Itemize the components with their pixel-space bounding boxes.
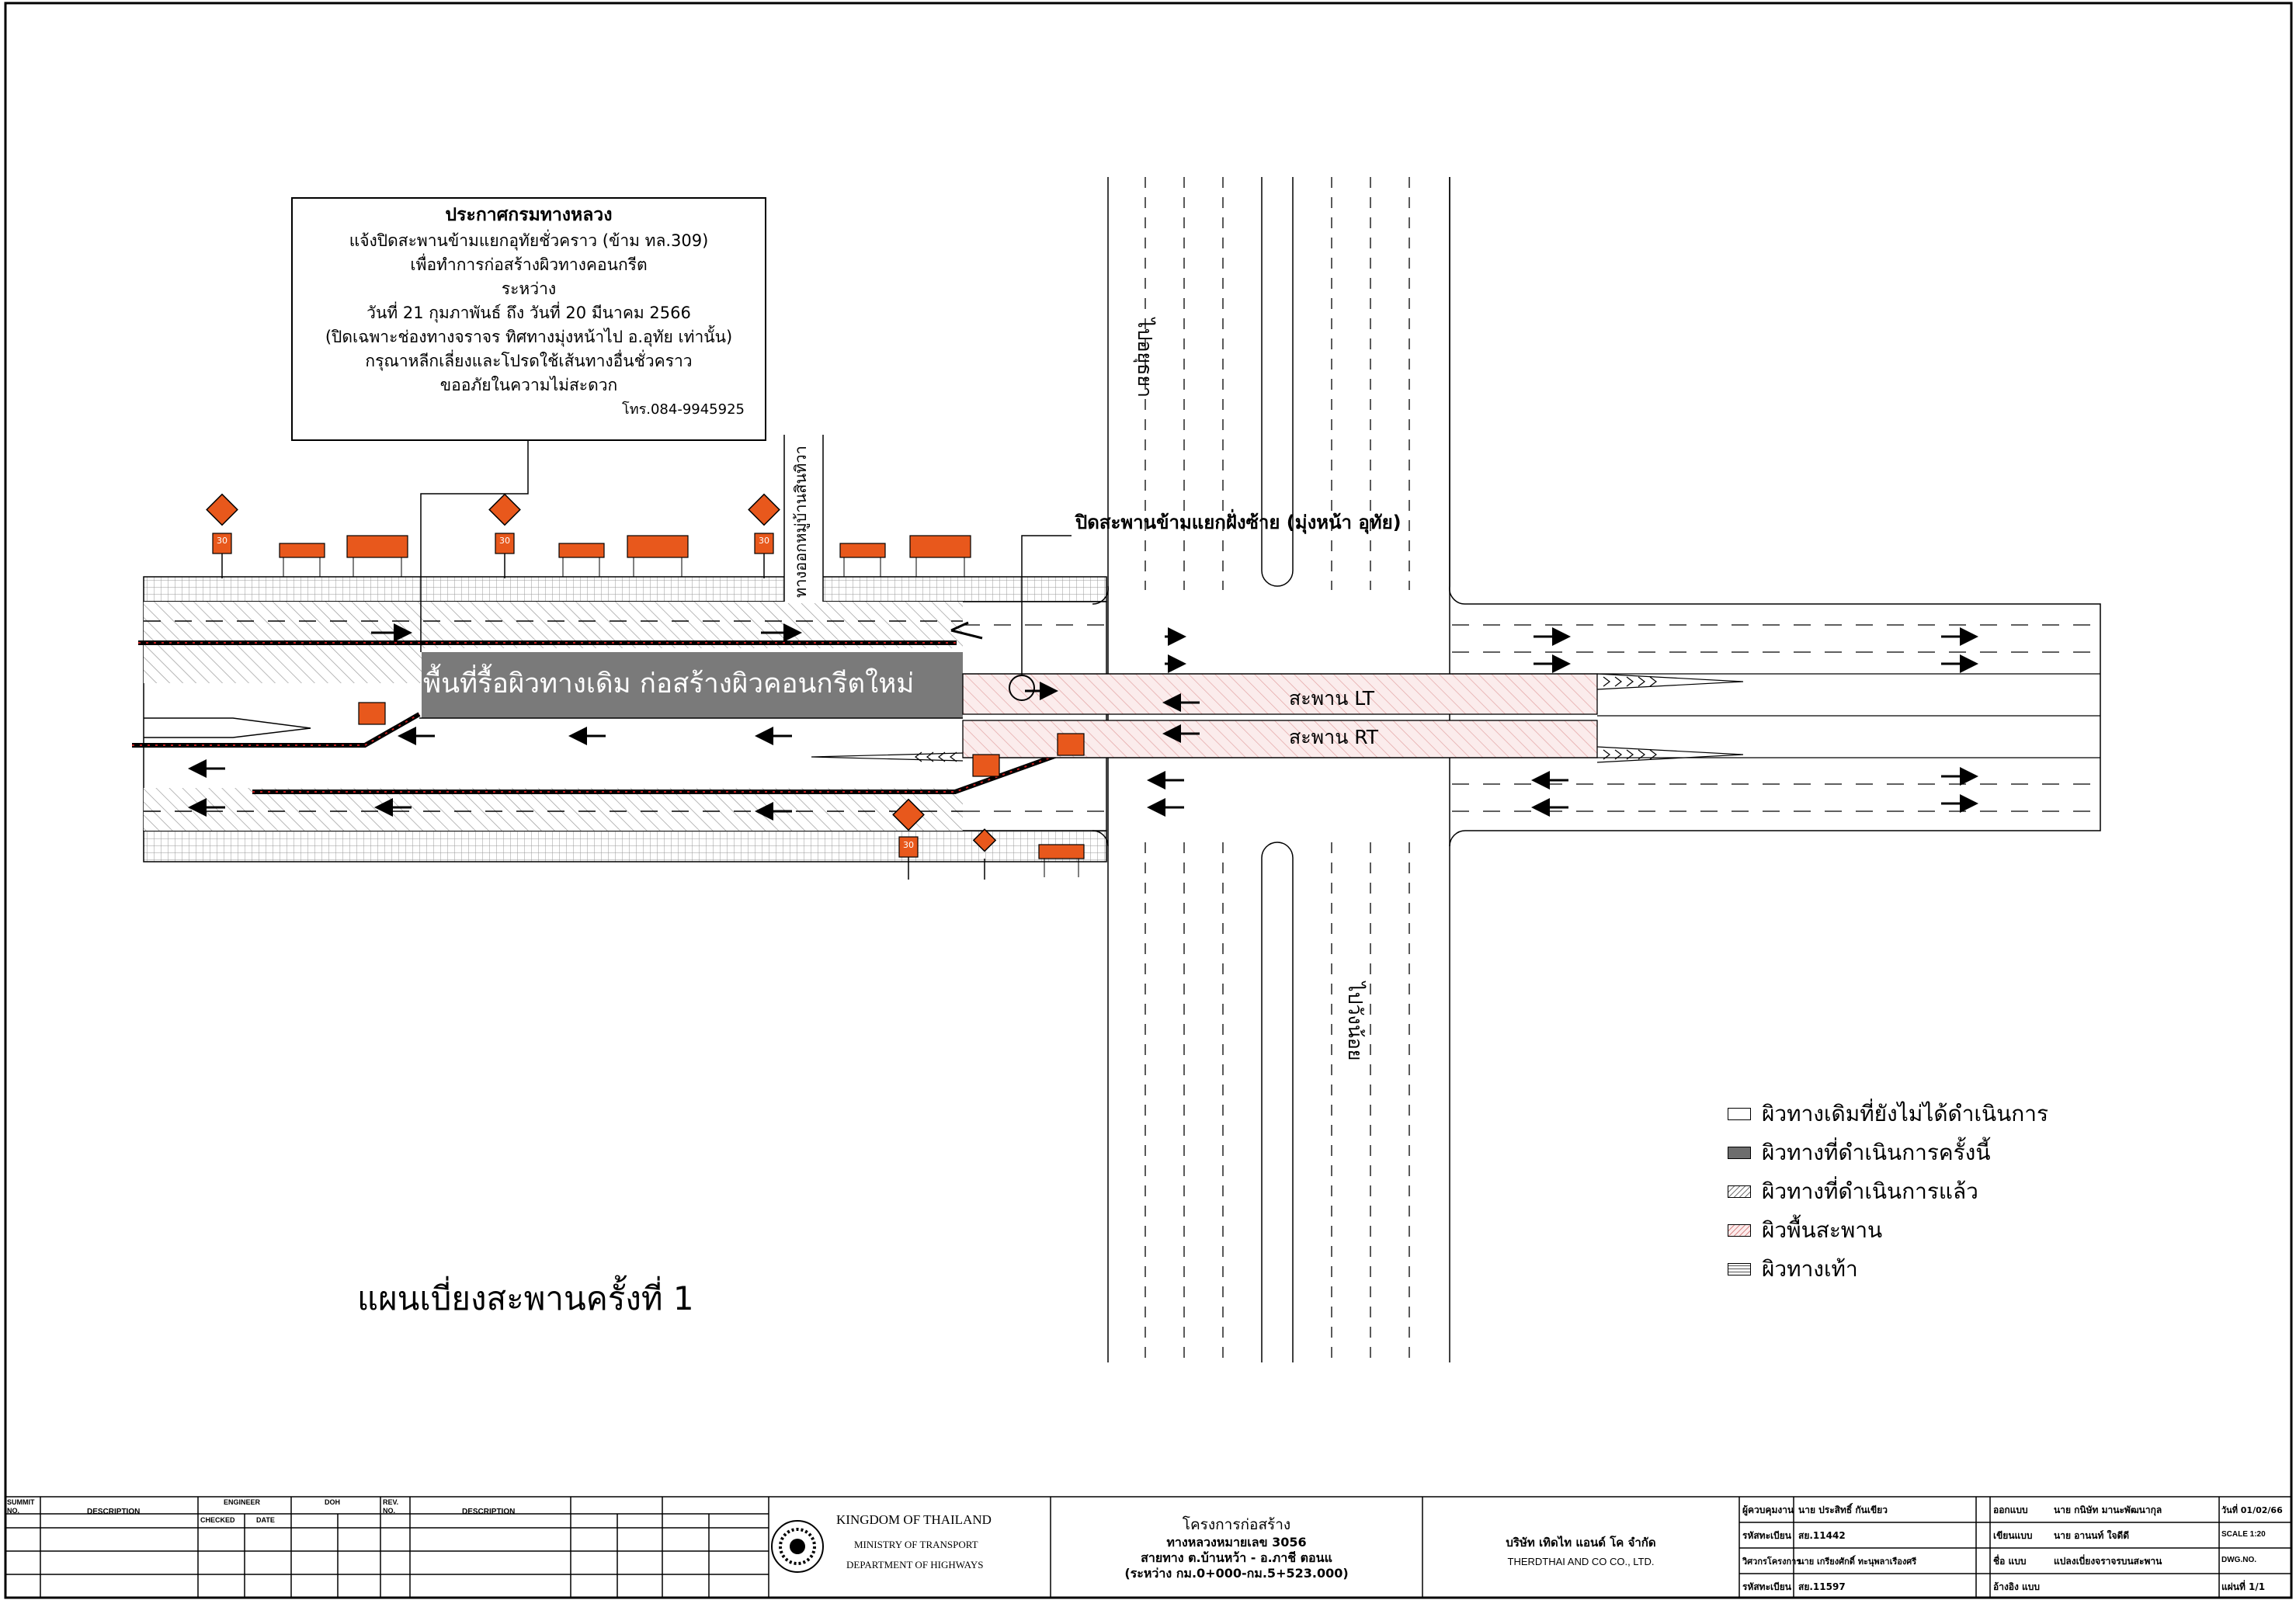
legend-item: ผิวพื้นสะพาน <box>1728 1211 2048 1250</box>
rev-no-header: REV. NO. <box>383 1498 399 1515</box>
date-header: DATE <box>256 1516 275 1524</box>
description-header-2: DESCRIPTION <box>462 1508 516 1516</box>
engineer-header: ENGINEER <box>224 1498 261 1506</box>
drawing-name: นาย กนิษัท มานะพัฒนากุล <box>2054 1505 2162 1515</box>
blank-swatch-icon <box>1728 1108 1751 1120</box>
sheet-scale: SCALE 1:20 <box>2221 1530 2266 1539</box>
legend-item: ผิวทางที่ดำเนินการแล้ว <box>1728 1172 2048 1211</box>
notice-line: ขออภัยในความไม่สะดวก <box>439 376 618 394</box>
project-info: โครงการก่อสร้าง ทางหลวงหมายเลข 3056 สายทาง ต.บ้านหว้า - อ.ภาชี ตอนแ (ระหว่าง กม.0+000-กม.5+523.000) <box>1124 1516 1349 1581</box>
agency-line: MINISTRY OF TRANSPORT <box>854 1539 978 1550</box>
doh-header: DOH <box>325 1498 340 1506</box>
notice-line: ระหว่าง <box>501 279 557 298</box>
notice-line: แจ้งปิดสะพานข้ามแยกอุทัยชั่วคราว (ข้าม ทล.309) <box>349 231 709 250</box>
drawing-role: ชื่อ แบบ <box>1993 1556 2027 1567</box>
legend-item: ผิวทางเดิมที่ยังไม่ได้ดำเนินการ <box>1728 1095 2048 1133</box>
bridge-rt-label: สะพาน RT <box>1289 726 1379 748</box>
hatch-swatch-icon <box>1728 1185 1751 1198</box>
grid-swatch-icon <box>1728 1263 1751 1275</box>
notice-line: วันที่ 21 กุมภาพันธ์ ถึง วันที่ 20 มีนาคม 2566 <box>366 304 691 322</box>
checked-header: CHECKED <box>200 1516 235 1524</box>
legend-item: ผิวทางเท้า <box>1728 1250 2048 1289</box>
top-sidewalk <box>144 577 1106 602</box>
notice-line: เพื่อทำการก่อสร้างผิวทางคอนกรีต <box>410 255 648 274</box>
red-hatch-swatch-icon <box>1728 1224 1751 1237</box>
company-en: THERDTHAI AND CO CO., LTD. <box>1507 1556 1655 1567</box>
agency-line: KINGDOM OF THAILAND <box>836 1512 992 1527</box>
role-label: รหัสทะเบียน <box>1742 1581 1791 1592</box>
work-area-label: พื้นที่รื้อผิวทางเดิม ก่อสร้างผิวคอนกรีตใหม่ <box>423 668 915 699</box>
side-road-label: ทางออกหมู่บ้านสินทิวา <box>791 446 810 598</box>
drawing-role: ออกแบบ <box>1993 1505 2028 1515</box>
person-name: สย.11442 <box>1798 1530 1846 1541</box>
notice-line: (ปิดเฉพาะช่องทางจราจร ทิศทางมุ่งหน้าไป อ.อุทัย เท่านั้น) <box>325 328 733 346</box>
notice-line: กรุณาหลีกเลี่ยงและโปรดใช้เส้นทางอื่นชั่วคราว <box>365 352 693 370</box>
role-label: รหัสทะเบียน <box>1742 1530 1791 1541</box>
speed-sign-4: 30 <box>903 840 914 850</box>
speed-sign-3: 30 <box>759 536 769 546</box>
speed-sign-2: 30 <box>499 536 510 546</box>
legend <box>1728 1095 2048 1289</box>
to-wangnoi-label: ไปวังน้อย <box>1344 982 1367 1061</box>
bottom-sidewalk <box>144 831 1106 862</box>
done-strip-bottom <box>144 788 963 831</box>
plan-title: แผนเบี่ยงสะพานครั้งที่ 1 <box>357 1279 694 1317</box>
role-label: วิศวกรโครงการ <box>1742 1557 1801 1567</box>
sheet-dwg-no: DWG.NO. <box>2221 1556 2256 1564</box>
bridge-lt <box>963 674 1597 714</box>
person-name: นาย เกรียงศักดิ์ ทะนุพลาเรืองศรี <box>1798 1557 1917 1567</box>
sheet-number: แผ่นที่ 1/1 <box>2221 1581 2266 1592</box>
drawing-role: อ้างอิง แบบ <box>1993 1581 2041 1592</box>
sheet-date: วันที่ 01/02/66 <box>2221 1505 2283 1515</box>
person-name: สย.11597 <box>1798 1581 1846 1592</box>
agency-line: DEPARTMENT OF HIGHWAYS <box>846 1559 984 1570</box>
notice-box <box>291 197 766 441</box>
to-ayutthaya-label: ไปอยุธยา <box>1134 318 1156 398</box>
speed-sign-1: 30 <box>217 536 228 546</box>
notice-title: ประกาศกรมทางหลวง <box>445 205 613 225</box>
closure-label: ปิดสะพานข้ามแยกฝั่งซ้าย (มุ่งหน้า อุทัย) <box>1075 512 1402 533</box>
bridge-lt-label: สะพาน LT <box>1289 687 1374 710</box>
warning-signs-top <box>207 495 971 578</box>
notice-tel: โทร.084-9945925 <box>622 401 745 418</box>
role-label: ผู้ควบคุมงาน <box>1742 1505 1794 1515</box>
grey-swatch-icon <box>1728 1147 1751 1159</box>
description-header: DESCRIPTION <box>87 1508 141 1516</box>
drawing-name: แปลงเบี่ยงจราจรบนสะพาน <box>2054 1556 2162 1567</box>
company-th: บริษัท เทิดไท แอนด์ โค จำกัด <box>1506 1536 1656 1550</box>
done-strip-left <box>144 648 423 683</box>
drawing-name: นาย อานนท์ ใจดีดี <box>2054 1530 2130 1541</box>
drawing-role: เขียนแบบ <box>1993 1530 2033 1541</box>
person-name: นาย ประสิทธิ์ กันเขียว <box>1798 1505 1888 1515</box>
legend-item: ผิวทางที่ดำเนินการครั้งนี้ <box>1728 1133 2048 1172</box>
summit-no-header: SUMMIT NO. <box>7 1498 35 1515</box>
